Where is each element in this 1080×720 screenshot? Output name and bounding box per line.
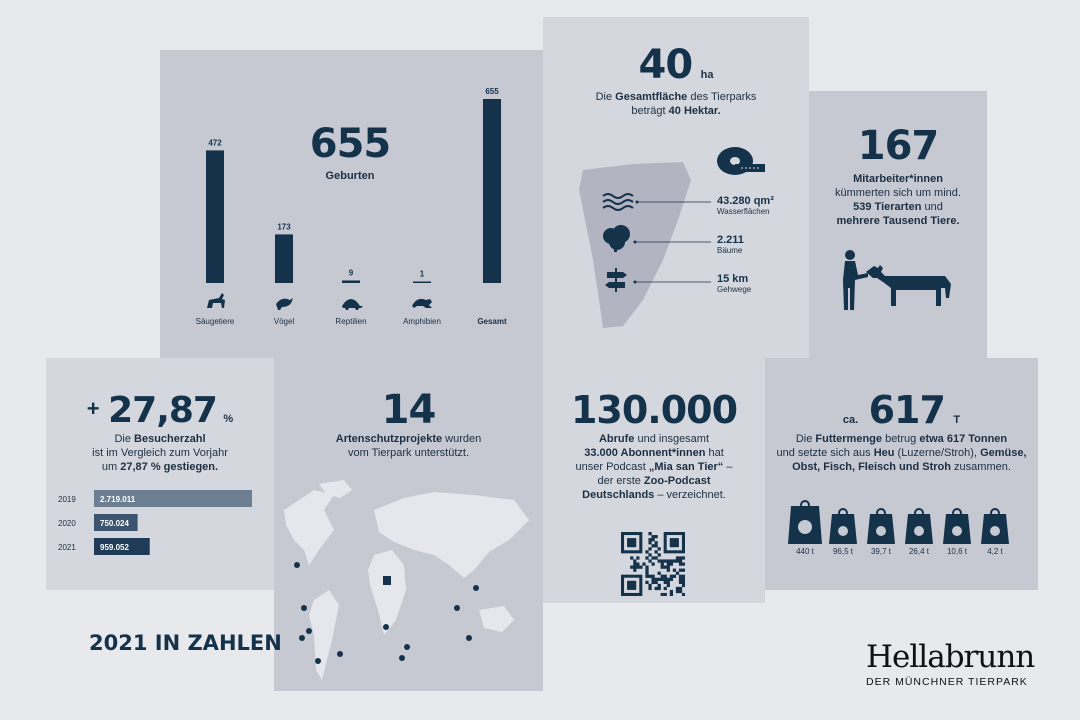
food-unit: T: [953, 414, 961, 426]
hay-icon: [788, 500, 822, 544]
visitors-bar-value: 750.024: [100, 519, 129, 528]
visitors-year-label: 2020: [58, 519, 76, 528]
year-title: 2021 IN ZAHLEN: [89, 631, 282, 655]
food-weight-label: 4,2 t: [987, 547, 1003, 556]
food-weights-row: [788, 500, 1018, 562]
visitors-unit: %: [223, 413, 234, 425]
brand-logo[interactable]: [866, 640, 1042, 688]
meat-icon: [940, 500, 974, 544]
visitors-bar-chart: [46, 485, 274, 565]
births-bar: [483, 99, 501, 283]
food-weight-label: 10,6 t: [946, 547, 967, 556]
births-category-label: Amphibien: [403, 317, 441, 326]
food-weight-item: [826, 500, 860, 556]
goat-icon: [207, 293, 225, 308]
visitors-year-label: 2021: [58, 543, 76, 552]
visitors-description: Die Besucherzahl ist im Vergleich zum Vorjahr um 27,87 % gestiegen.: [92, 433, 228, 473]
food-weight-label: 440 t: [796, 547, 814, 556]
area-headline: [543, 42, 809, 88]
visitors-plus: +: [86, 396, 100, 421]
species-description: Artenschutzprojekte wurden vom Tierpark unterstützt.: [335, 433, 482, 459]
food-weight-label: 96,5 t: [832, 547, 853, 556]
park-shape: [579, 162, 691, 328]
area-description: Die Gesamtfläche des Tierparks beträgt 40 Hektar.: [595, 91, 757, 117]
podcast-description: Abrufe und insgesamt 33.000 Abonnent*innen hat unser Podcast „Mia san Tier“ – der erste Zoo-Podcast Deutschlands – verzeichnet.: [575, 433, 733, 501]
visitors-bar-value: 959.052: [100, 543, 129, 552]
food-description: Die Futtermenge betrug etwa 617 Tonnen und setzte sich aus Heu (Luzerne/Stroh), Gemüse, Obst, Fisch, Fleisch und Stroh zusammen.: [776, 433, 1027, 473]
visitors-number: 27,87: [108, 390, 217, 431]
births-category-label: Reptilien: [335, 317, 367, 326]
frog-icon: [412, 299, 432, 308]
food-weight-item: [902, 500, 936, 556]
births-bar-value: 173: [277, 222, 291, 232]
podcast-qr-code[interactable]: [621, 532, 685, 596]
births-bar-chart: [160, 50, 543, 358]
area-number: 40: [638, 42, 693, 88]
food-weight-item: [788, 500, 822, 556]
births-bar-value: 655: [485, 87, 499, 96]
staff-number: 167: [857, 123, 939, 169]
births-bar: [206, 150, 224, 283]
species-number: 14: [381, 387, 436, 433]
births-bar: [413, 282, 431, 284]
food-weight-item: [864, 500, 898, 556]
park-map-illustration: [543, 140, 809, 340]
keeper-with-cow-icon: [838, 248, 962, 314]
carrot-icon: [826, 500, 860, 544]
apple-icon: [864, 500, 898, 544]
food-weight-item: [978, 500, 1012, 556]
births-total-label: Geburten: [325, 170, 375, 182]
food-number: 617: [868, 388, 945, 432]
brand-subtitle: DER MÜNCHNER TIERPARK: [866, 676, 1028, 688]
area-paths-label: Gehwege: [717, 285, 752, 294]
bird-icon: [276, 298, 293, 310]
food-weight-item: [940, 500, 974, 556]
fish-icon: [902, 500, 936, 544]
visitors-year-label: 2019: [58, 495, 76, 504]
births-bar-value: 1: [419, 269, 425, 279]
food-prefix: ca.: [842, 414, 859, 426]
straw-icon: [978, 500, 1012, 544]
births-bar: [342, 280, 360, 283]
area-unit: ha: [700, 69, 714, 81]
food-weight-label: 39,7 t: [870, 547, 891, 556]
area-trees-label: Bäume: [717, 246, 743, 255]
brand-name: Hellabrunn: [866, 639, 1035, 675]
area-water-label: Wasserflächen: [717, 207, 770, 216]
births-bar-value: 472: [208, 138, 222, 148]
tape-measure-icon: [717, 147, 765, 175]
births-bar-value: 9: [348, 268, 354, 278]
births-bar: [275, 234, 293, 283]
turtle-icon: [342, 299, 363, 310]
visitors-bar-value: 2.719.011: [100, 495, 136, 504]
area-paths-value: 15 km: [717, 273, 749, 285]
births-total: 655: [309, 121, 391, 167]
area-water-value: 43.280 qm²: [717, 195, 774, 207]
births-category-label: Vögel: [273, 317, 295, 326]
births-category-label: Gesamt: [477, 317, 507, 326]
births-category-label: Säugetiere: [195, 317, 235, 326]
visitors-headline: [46, 390, 274, 431]
world-map-illustration: [274, 470, 543, 691]
podcast-number: 130.000: [570, 388, 738, 432]
food-headline: [765, 388, 1038, 432]
staff-description: Mitarbeiter*innen kümmerten sich um mind. 539 Tierarten und mehrere Tausend Tiere.: [835, 173, 961, 227]
food-weight-label: 26,4 t: [908, 547, 929, 556]
area-trees-value: 2.211: [717, 234, 744, 246]
